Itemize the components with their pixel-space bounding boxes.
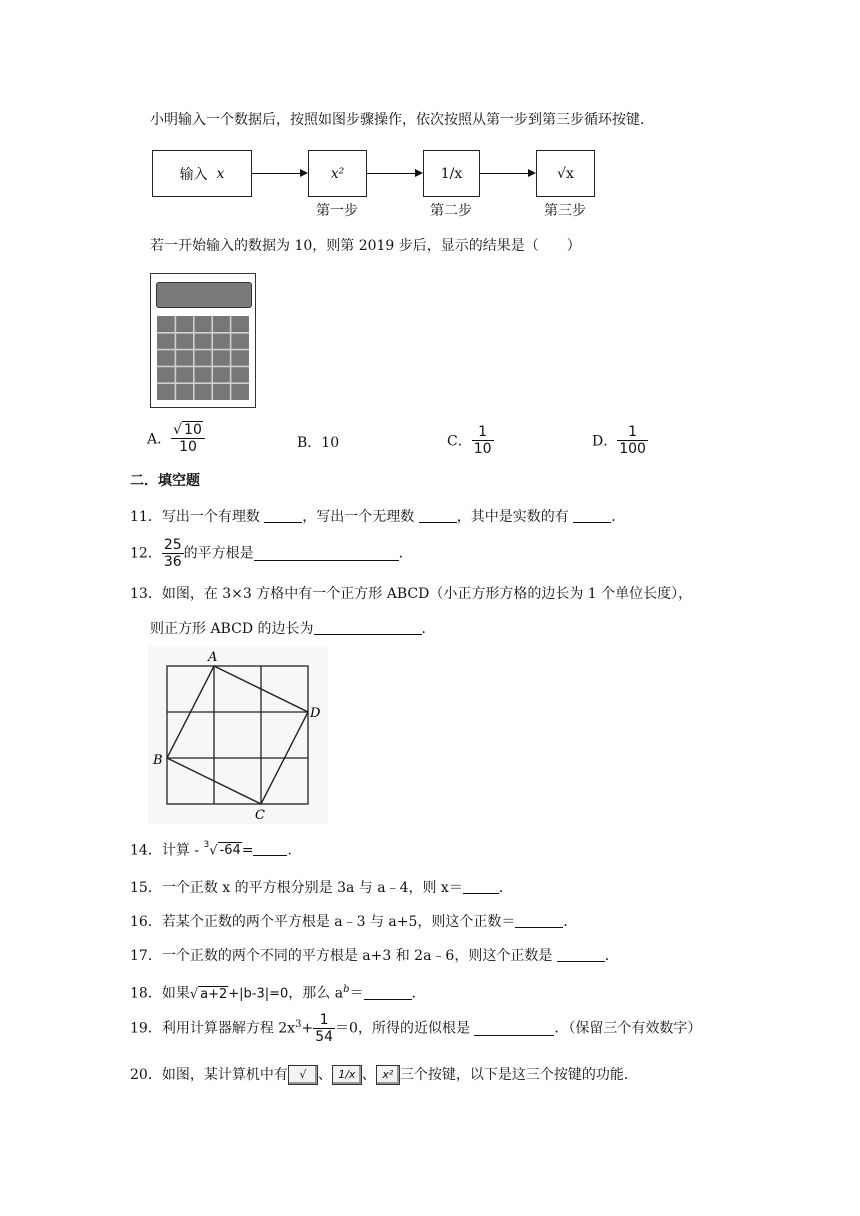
option-c (447, 424, 494, 457)
q12-end: ． (398, 545, 413, 562)
step2-key-box: 1/x (423, 150, 480, 197)
q20-number: 20． (130, 1067, 162, 1083)
q15-blank[interactable] (463, 879, 499, 894)
option-a-label: A． (147, 431, 172, 448)
q17-number: 17． (130, 948, 162, 964)
question-14 (130, 837, 301, 861)
step3-label: 第三步 (544, 203, 586, 219)
q11-text-1: 写出一个有理数 (161, 509, 260, 525)
question-20 (130, 1064, 638, 1086)
option-c-fraction (472, 424, 494, 457)
option-b-value: 10 (321, 435, 340, 451)
arrow-head-1 (300, 169, 308, 177)
q14-number: 14． (130, 842, 162, 859)
q19-blank[interactable] (474, 1021, 554, 1036)
q10-text: 若一开始输入的数据为 10，则第 2019 步后，显示的结果是（ ） (150, 238, 581, 254)
option-d-numerator: 1 (617, 424, 648, 441)
option-d-fraction (617, 424, 648, 457)
q15-end: ． (498, 880, 513, 896)
question-13-line-1 (130, 584, 692, 604)
q13-blank[interactable] (314, 620, 422, 635)
q20-text-2: 三个按键，以下是这三个按键的功能． (399, 1067, 638, 1083)
label-c: C (255, 808, 265, 823)
step3-key-box: √x (536, 150, 595, 197)
input-label: 输入 (179, 166, 208, 183)
option-b-label: B． (297, 435, 322, 451)
option-c-numerator: 1 (472, 424, 494, 441)
q17-end: ． (604, 948, 619, 964)
q19-exponent: 3 (295, 1018, 302, 1030)
q11-text-3: ，其中是实数的有 (456, 509, 569, 525)
q14-cube-root: $^3$√ -64 (203, 840, 241, 859)
arrow-head-2 (415, 169, 423, 177)
q18-radicand: a+2 (200, 986, 228, 1002)
q18-exponent: b (343, 984, 350, 995)
question-17 (130, 946, 619, 966)
question-12 (130, 537, 413, 570)
label-d: D (310, 706, 321, 721)
q20-sep-2: 、 (361, 1067, 376, 1083)
option-b (297, 432, 339, 452)
option-c-denominator: 10 (473, 441, 492, 457)
q13-grid-figure (148, 646, 328, 824)
q20-sep-1: 、 (317, 1067, 332, 1083)
calculator-illustration (150, 273, 256, 408)
question-15 (130, 878, 513, 898)
intro-text: 小明输入一个数据后，按照如图步骤操作，依次按照从第一步到第三步循环按键． (150, 112, 654, 128)
sqrt-key-icon: √ (288, 1065, 318, 1085)
q11-blank-2[interactable] (419, 508, 457, 523)
q18-abs-expr: +|b-3|=0 (228, 986, 289, 1002)
q16-text: 若某个正数的两个平方根是 a﹣3 与 a+5，则这个正数＝ (161, 914, 516, 930)
q18-end: ． (411, 985, 426, 1002)
q18-text-2: ，那么 a (288, 985, 344, 1002)
q19-denominator: 54 (315, 1029, 334, 1045)
q19-plus: + (301, 1020, 314, 1037)
q19-numerator: 1 (313, 1012, 335, 1029)
q19-text-2: ＝0，所得的近似根是 (335, 1020, 470, 1037)
square-key-icon: x² (376, 1065, 400, 1085)
q12-denominator: 36 (163, 554, 182, 570)
q11-number: 11． (130, 509, 162, 525)
q14-equals: = (241, 842, 254, 859)
q16-blank[interactable] (515, 913, 563, 928)
q14-end: ． (287, 842, 302, 859)
q16-number: 16． (130, 914, 162, 930)
q19-number: 19． (130, 1020, 162, 1037)
option-d-label: D． (592, 433, 618, 450)
q17-blank[interactable] (557, 947, 605, 962)
q14-radicand: -64 (219, 843, 241, 859)
option-a-fraction: $\frac{√ 10}{10}$ (171, 422, 205, 455)
option-a-denominator: 10 (179, 439, 197, 455)
question-13-line-2 (150, 619, 436, 639)
option-a (147, 422, 205, 455)
q18-text-1: 如果 (161, 985, 190, 1002)
q12-text: 的平方根是 (183, 545, 254, 562)
q14-text: 计算 - (161, 842, 200, 859)
option-d-denominator: 100 (619, 441, 646, 457)
q12-numerator: 25 (163, 537, 182, 553)
q11-end: ． (611, 509, 626, 525)
q11-blank-3[interactable] (573, 508, 611, 523)
input-box (152, 150, 252, 197)
option-c-label: C． (447, 433, 472, 450)
q11-text-2: ，写出一个无理数 (302, 509, 415, 525)
q19-end: ．（保留三个有效数字） (554, 1020, 702, 1037)
step1-label: 第一步 (316, 203, 358, 219)
q12-number: 12． (130, 545, 162, 562)
q12-blank[interactable] (254, 546, 399, 561)
option-a-radicand: 10 (184, 422, 202, 438)
arrow-head-3 (528, 169, 536, 177)
q18-blank[interactable] (364, 985, 412, 1000)
label-b: B (153, 753, 163, 768)
label-a: A (208, 650, 218, 665)
q13-number: 13． (130, 586, 162, 602)
q15-text: 一个正数 x 的平方根分别是 3a 与 a﹣4，则 x＝ (161, 880, 463, 896)
q15-number: 15． (130, 880, 162, 896)
q18-text-3: ＝ (349, 985, 364, 1002)
q20-text-1: 如图，某计算机中有 (161, 1067, 288, 1083)
arrow-line-3 (479, 173, 529, 174)
calculator-screen (156, 282, 252, 308)
question-18 (130, 980, 426, 1005)
q16-end: ． (563, 914, 578, 930)
step1-key-box: x² (308, 150, 367, 197)
option-d (592, 424, 648, 457)
q13-end: ． (421, 621, 436, 637)
step2-label: 第二步 (430, 203, 472, 219)
question-11 (130, 507, 625, 527)
q13-text-2: 则正方形 ABCD 的边长为 (150, 621, 314, 637)
question-16 (130, 912, 577, 932)
calculator-keypad (157, 316, 249, 400)
reciprocal-key-icon: 1/x (332, 1065, 362, 1085)
question-19 (130, 1012, 701, 1045)
q11-blank-1[interactable] (264, 508, 302, 523)
q17-text: 一个正数的两个不同的平方根是 a+3 和 2a﹣6，则这个正数是 (161, 948, 553, 964)
section-title: 二．填空题 (130, 473, 200, 489)
arrow-line-1 (251, 173, 301, 174)
q14-root-index: 3 (203, 840, 210, 850)
q14-blank[interactable] (253, 841, 287, 856)
q12-fraction (162, 537, 184, 570)
q19-fraction (313, 1012, 335, 1045)
input-var: x (216, 165, 225, 182)
q18-number: 18． (130, 985, 162, 1002)
q18-sqrt: √ a+2 (189, 986, 228, 1002)
arrow-line-2 (366, 173, 416, 174)
q19-text-1: 利用计算器解方程 2x (161, 1020, 296, 1037)
q13-text-1: 如图，在 3×3 方格中有一个正方形 ABCD（小正方形方格的边长为 1 个单位长度）， (161, 586, 693, 602)
